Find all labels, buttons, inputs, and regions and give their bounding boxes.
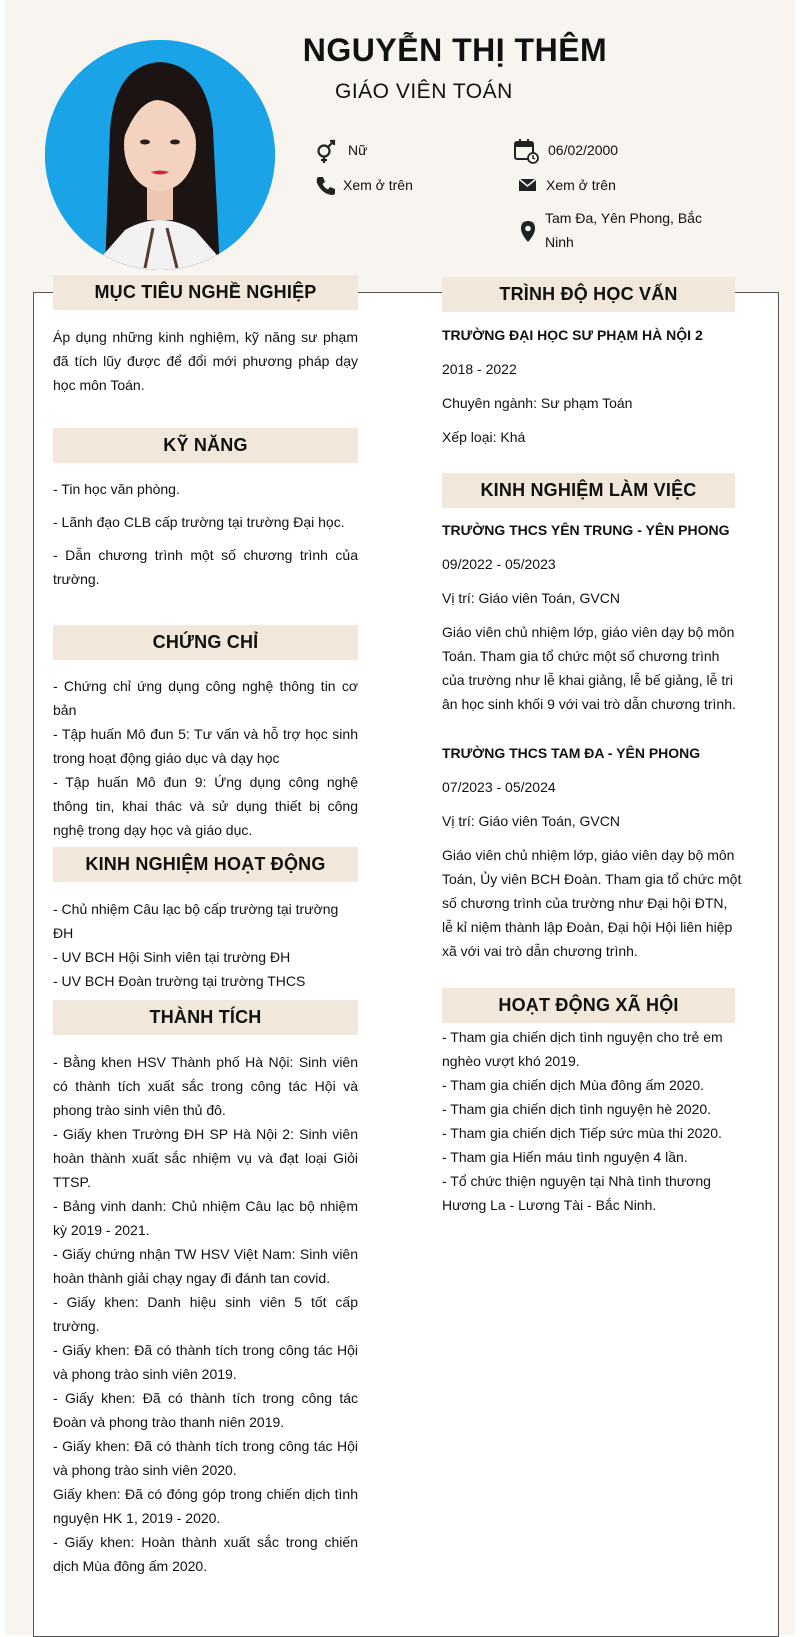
job-description: Giáo viên chủ nhiệm lớp, giáo viên dạy bộ môn Toán, Ủy viên BCH Đoàn. Tham gia tổ chức một số chương trình của trường như Đại hội ĐTN, lễ kỉ niệm thành lập Đoàn, Đại hội Hội liên hiệp xã với vai trò dẫn chương trình. [442, 847, 742, 959]
list-item: - Tham gia chiến dịch tình nguyện hè 2020. [442, 1101, 712, 1117]
phone-icon [313, 172, 339, 198]
list-item: - Giấy khen Trường ĐH SP Hà Nội 2: Sinh viên hoàn thành xuất sắc nhiệm vụ và đạt loại Giỏi TTSP. [53, 1126, 358, 1190]
education-heading: TRÌNH ĐỘ HỌC VẤN [442, 277, 735, 312]
calendar-icon [513, 138, 539, 164]
email-value: Xem ở trên [546, 177, 616, 193]
list-item: - Giấy khen: Danh hiệu sinh viên 5 tốt cấp trường. [53, 1294, 358, 1334]
location-pin-icon [515, 219, 541, 245]
list-item: - Dẫn chương trình một số chương trình của trường. [53, 547, 358, 587]
certificates-list [53, 674, 358, 842]
list-item: - Tổ chức thiện nguyện tại Nhà tình thương Hương La - Lương Tài - Bắc Ninh. [442, 1173, 711, 1213]
job-period: 09/2022 - 05/2023 [442, 556, 556, 572]
birthday-value: 06/02/2000 [548, 142, 619, 158]
job-position: Vị trí: Giáo viên Toán, GVCN [442, 590, 620, 606]
address-value: Tam Đa, Yên Phong, Bắc Ninh [545, 210, 702, 250]
list-item: - Bằng khen HSV Thành phố Hà Nội: Sinh viên có thành tích xuất sắc trong công tác Hội và phong trào sinh viên thủ đô. [53, 1054, 358, 1118]
list-item: - Tham gia Hiến máu tình nguyện 4 lần. [442, 1149, 688, 1165]
list-item: - Tập huấn Mô đun 5: Tư vấn và hỗ trợ học sinh trong hoạt động giáo dục và dạy học [53, 726, 358, 766]
skills-heading: KỸ NĂNG [53, 428, 358, 463]
portrait-photo [45, 40, 275, 270]
education-details [442, 323, 742, 449]
objective-text: Áp dụng những kinh nghiệm, kỹ năng sư phạm đã tích lũy được để đổi mới phương pháp dạy học môn Toán. [53, 329, 358, 393]
objective-heading: MỤC TIÊU NGHỀ NGHIỆP [53, 275, 358, 310]
experience-job [442, 518, 742, 716]
list-item: - Bảng vinh danh: Chủ nhiệm Câu lạc bộ nhiệm kỳ 2019 - 2021. [53, 1198, 358, 1238]
certificates-heading: CHỨNG CHỈ [53, 625, 358, 660]
cv-page [5, 0, 795, 1635]
job-title: GIÁO VIÊN TOÁN [335, 80, 513, 103]
phone-value: Xem ở trên [343, 177, 413, 193]
school-name: TRƯỜNG ĐẠI HỌC SƯ PHẠM HÀ NỘI 2 [442, 327, 703, 343]
experience-job [442, 741, 742, 963]
email-icon [515, 172, 541, 198]
list-item: - Giấy khen: Hoàn thành xuất sắc trong chiến dịch Mùa đông ấm 2020. [53, 1534, 358, 1574]
job-period: 07/2023 - 05/2024 [442, 779, 556, 795]
list-item: - UV BCH Đoàn trường tại trường THCS [53, 973, 306, 989]
list-item: - Tham gia chiến dịch tình nguyện cho trẻ em nghèo vượt khó 2019. [442, 1029, 723, 1069]
experience-heading: KINH NGHIỆM LÀM VIỆC [442, 473, 735, 508]
list-item: - Chủ nhiệm Câu lạc bộ cấp trường tại trường ĐH [53, 901, 339, 941]
list-item: - Tin học văn phòng. [53, 481, 180, 497]
job-org: TRƯỜNG THCS TAM ĐA - YÊN PHONG [442, 745, 701, 761]
list-item: - UV BCH Hội Sinh viên tại trường ĐH [53, 949, 291, 965]
job-position: Vị trí: Giáo viên Toán, GVCN [442, 813, 620, 829]
social-list [442, 1025, 735, 1217]
full-name: NGUYỄN THỊ THÊM [302, 32, 608, 68]
education-major: Chuyên ngành: Sư phạm Toán [442, 395, 633, 411]
achievements-list [53, 1050, 358, 1578]
achievements-heading: THÀNH TÍCH [53, 1000, 358, 1035]
gender-icon [313, 138, 339, 164]
avatar [45, 40, 275, 270]
education-period: 2018 - 2022 [442, 361, 517, 377]
list-item: - Giấy khen: Đã có thành tích trong công tác Hội và phong trào sinh viên 2020. [53, 1438, 358, 1478]
list-item: - Tham gia chiến dịch Mùa đông ấm 2020. [442, 1077, 705, 1093]
list-item: - Chứng chỉ ứng dụng công nghệ thông tin cơ bản [53, 678, 358, 718]
list-item: - Giấy khen: Đã có thành tích trong công tác Hội và phong trào sinh viên 2019. [53, 1342, 358, 1382]
skills-list [53, 477, 358, 591]
education-rank: Xếp loại: Khá [442, 429, 526, 445]
job-org: TRƯỜNG THCS YÊN TRUNG - YÊN PHONG [442, 522, 730, 538]
list-item: - Lãnh đạo CLB cấp trường tại trường Đại học. [53, 514, 345, 530]
social-heading: HOẠT ĐỘNG XÃ HỘI [442, 988, 735, 1023]
list-item: - Tập huấn Mô đun 9: Ứng dụng công nghệ thông tin, khai thác và sử dụng thiết bị công nghệ trong dạy học và giáo dục. [53, 774, 358, 838]
activities-heading: KINH NGHIỆM HOẠT ĐỘNG [53, 847, 358, 882]
activities-list [53, 897, 358, 993]
gender-value: Nữ [348, 142, 368, 158]
list-item: - Giấy khen: Đã có thành tích trong công tác Đoàn và phong trào thanh niên 2019. [53, 1390, 358, 1430]
list-item: Giấy khen: Đã có đóng góp trong chiến dịch tình nguyện HK 1, 2019 - 2020. [53, 1486, 358, 1526]
job-description: Giáo viên chủ nhiệm lớp, giáo viên dạy bộ môn Toán. Tham gia tổ chức một số chương trình của trường như lễ khai giảng, lễ bế giảng, lễ tri ân học sinh khối 9 với vai trò dẫn chương trình. [442, 624, 736, 712]
list-item: - Tham gia chiến dịch Tiếp sức mùa thi 2020. [442, 1125, 722, 1141]
list-item: - Giấy chứng nhận TW HSV Việt Nam: Sinh viên hoàn thành giải chạy ngay đi đánh tan covid. [53, 1246, 358, 1286]
